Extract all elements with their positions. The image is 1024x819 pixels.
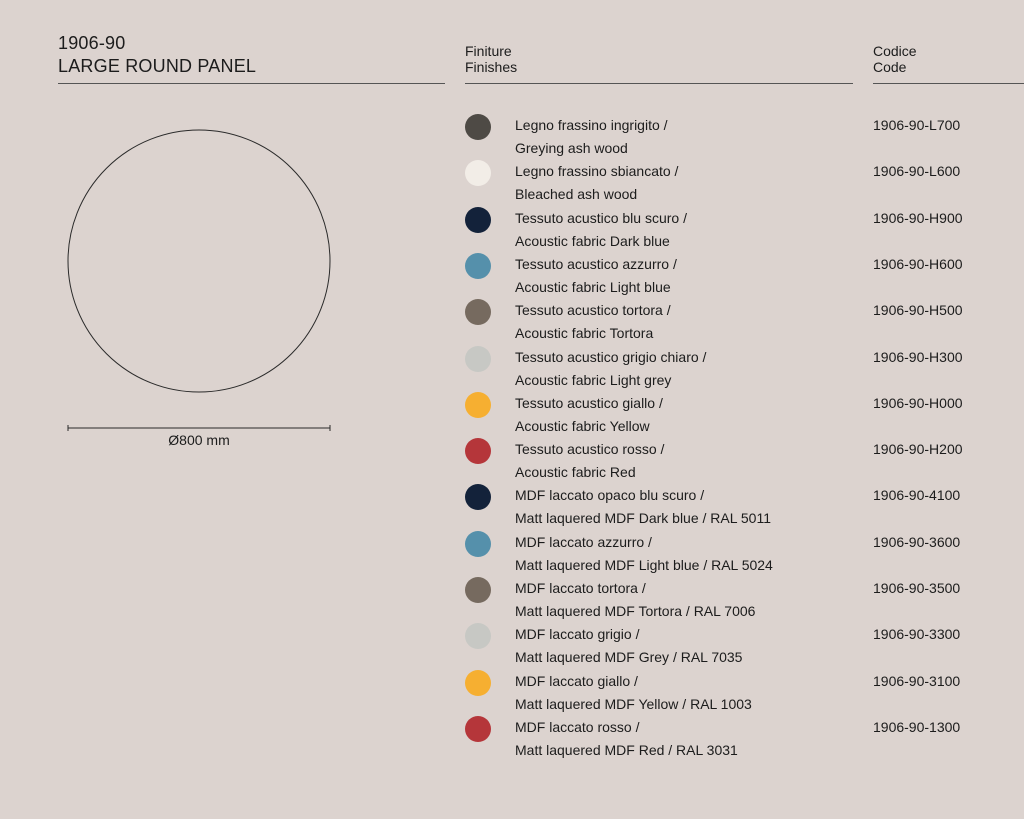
finish-code: 1906-90-4100 xyxy=(873,487,961,504)
finish-swatch xyxy=(465,346,491,372)
finish-name xyxy=(515,392,663,438)
finish-row xyxy=(465,623,1005,669)
finish-name xyxy=(515,438,664,484)
finish-name-it: Tessuto acustico giallo / xyxy=(515,394,663,411)
finish-name-en: Acoustic fabric Light grey xyxy=(515,371,672,388)
code-divider xyxy=(873,83,1024,84)
finish-code: 1906-90-3500 xyxy=(873,580,961,596)
finish-swatch xyxy=(465,207,491,233)
finish-swatch xyxy=(465,577,491,603)
finish-row xyxy=(465,716,1005,762)
code-header-it: Codice xyxy=(873,43,917,59)
finish-code: 1906-90-3600 xyxy=(873,533,961,550)
finish-row xyxy=(465,346,1005,392)
finish-name-en: Greying ash wood xyxy=(515,140,628,156)
finish-row xyxy=(465,670,1005,716)
finish-code: 1906-90-L600 xyxy=(873,163,961,180)
finish-name-it: MDF laccato grigio / xyxy=(515,626,640,643)
finish-swatch xyxy=(465,299,491,325)
code-header xyxy=(873,43,917,75)
finish-name-en: Acoustic fabric Tortora xyxy=(515,325,654,342)
product-title xyxy=(58,32,256,78)
finishes-header xyxy=(465,43,517,75)
finish-swatch xyxy=(465,484,491,510)
panel-drawing xyxy=(58,120,348,440)
product-code: 1906-90 xyxy=(58,33,126,53)
finish-name xyxy=(515,114,668,160)
finish-row xyxy=(465,299,1005,345)
finish-name xyxy=(515,531,773,577)
finish-name-it: MDF laccato opaco blu scuro / xyxy=(515,487,705,504)
finish-swatch xyxy=(465,623,491,649)
finish-code: 1906-90-H300 xyxy=(873,348,963,365)
finish-code: 1906-90-H900 xyxy=(873,209,963,226)
finish-name-en: Matt laquered MDF Light blue / RAL 5024 xyxy=(515,556,773,573)
finish-name-en: Matt laquered MDF Yellow / RAL 1003 xyxy=(515,695,752,712)
finish-name-it: MDF laccato azzurro / xyxy=(515,533,652,550)
product-name: LARGE ROUND PANEL xyxy=(58,56,257,76)
finishes-divider xyxy=(465,83,853,84)
finish-row xyxy=(465,253,1005,299)
finish-swatch xyxy=(465,392,491,418)
finish-name xyxy=(515,577,755,623)
finish-name-it: Tessuto acustico blu scuro / xyxy=(515,209,687,226)
finish-code: 1906-90-H600 xyxy=(873,255,963,272)
finish-name-it: MDF laccato rosso / xyxy=(515,718,640,735)
finish-name-en: Acoustic fabric Dark blue xyxy=(515,232,670,249)
finish-swatch xyxy=(465,531,491,557)
finish-code: 1906-90-H200 xyxy=(873,441,963,458)
finish-name xyxy=(515,253,677,299)
finishes-header-en: Finishes xyxy=(465,59,518,75)
code-header-en: Code xyxy=(873,59,907,75)
finish-name-it: MDF laccato giallo / xyxy=(515,672,638,689)
finish-name-en: Matt laquered MDF Red / RAL 3031 xyxy=(515,741,738,758)
panel-outline xyxy=(68,130,330,392)
finish-name-it: Tessuto acustico rosso / xyxy=(515,441,665,458)
finish-name xyxy=(515,299,671,345)
finish-row xyxy=(465,160,1005,206)
finish-swatch xyxy=(465,253,491,279)
finish-name xyxy=(515,716,738,762)
finish-name xyxy=(515,623,742,669)
finishes-header-it: Finiture xyxy=(465,43,512,59)
finish-row xyxy=(465,114,1005,160)
finish-name-it: MDF laccato tortora / xyxy=(515,580,646,596)
finish-name-en: Acoustic fabric Light blue xyxy=(515,278,671,295)
finish-code: 1906-90-3100 xyxy=(873,672,961,689)
finish-name xyxy=(515,670,752,716)
finish-name-en: Matt laquered MDF Tortora / RAL 7006 xyxy=(515,603,756,619)
finish-code: 1906-90-H500 xyxy=(873,302,963,319)
finish-name xyxy=(515,346,706,392)
finish-row xyxy=(465,484,1005,530)
finish-name-it: Legno frassino sbiancato / xyxy=(515,163,679,180)
finish-row xyxy=(465,531,1005,577)
finish-name xyxy=(515,207,687,253)
finish-code: 1906-90-H000 xyxy=(873,394,963,411)
finish-code: 1906-90-L700 xyxy=(873,117,961,133)
finish-name-en: Matt laquered MDF Grey / RAL 7035 xyxy=(515,649,743,666)
finish-row xyxy=(465,392,1005,438)
finish-name-it: Legno frassino ingrigito / xyxy=(515,117,668,133)
finish-code: 1906-90-1300 xyxy=(873,718,961,735)
finish-row xyxy=(465,577,1005,623)
finish-name xyxy=(515,160,678,206)
finish-row xyxy=(465,207,1005,253)
finish-code: 1906-90-3300 xyxy=(873,626,961,643)
finish-swatch xyxy=(465,670,491,696)
finish-name-en: Bleached ash wood xyxy=(515,186,638,203)
finish-name-it: Tessuto acustico grigio chiaro / xyxy=(515,348,707,365)
finish-swatch xyxy=(465,160,491,186)
finish-name-en: Matt laquered MDF Dark blue / RAL 5011 xyxy=(515,510,772,527)
finish-name xyxy=(515,484,771,530)
finish-swatch xyxy=(465,716,491,742)
finish-name-it: Tessuto acustico tortora / xyxy=(515,302,671,319)
finish-name-en: Acoustic fabric Red xyxy=(515,464,636,481)
finish-row xyxy=(465,438,1005,484)
finish-swatch xyxy=(465,114,491,140)
title-divider xyxy=(58,83,445,84)
finish-name-en: Acoustic fabric Yellow xyxy=(515,417,650,434)
diameter-label: Ø800 mm xyxy=(168,432,230,448)
finish-swatch xyxy=(465,438,491,464)
finish-name-it: Tessuto acustico azzurro / xyxy=(515,255,677,272)
